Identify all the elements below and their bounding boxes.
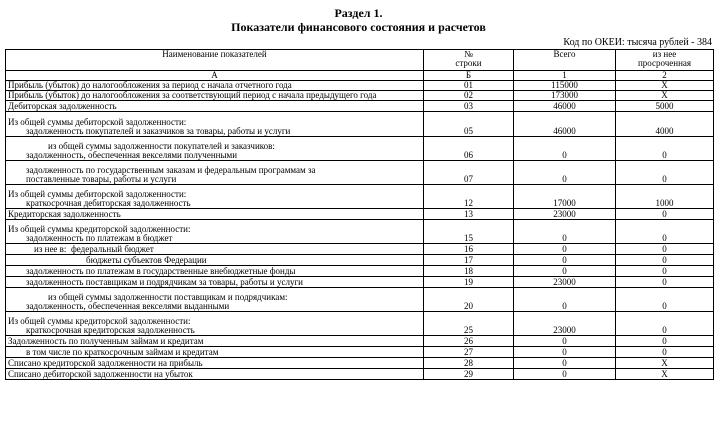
- row-name: [6, 266, 424, 277]
- row-name: [6, 277, 424, 288]
- row-prefix: из нее в:: [34, 244, 67, 254]
- row-number: 12: [424, 185, 514, 209]
- row-name-line1: Из общей суммы дебиторской задолженности:: [8, 117, 187, 127]
- row-number: 25: [424, 312, 514, 336]
- table-row: [6, 185, 714, 209]
- row-number: 13: [424, 209, 514, 220]
- row-total: 17000: [514, 185, 616, 209]
- okei-note: Код по ОКЕИ: тысяча рублей - 384: [563, 37, 712, 48]
- row-total: 46000: [514, 101, 616, 112]
- row-name-label: бюджеты субъектов Федерации: [86, 255, 207, 265]
- row-number: 07: [424, 161, 514, 185]
- row-name-line2: краткосрочная дебиторская задолженность: [26, 198, 191, 208]
- row-name-line2: задолженность покупателей и заказчиков за товары, работы и услуги: [26, 126, 291, 136]
- row-overdue: 4000: [616, 112, 714, 137]
- row-overdue: 0: [616, 244, 714, 255]
- row-total: 23000: [514, 312, 616, 336]
- row-overdue: 1000: [616, 185, 714, 209]
- row-total: 23000: [514, 277, 616, 288]
- row-name: Списано дебиторской задолженности на убыток: [6, 369, 424, 380]
- table-row: [6, 244, 714, 255]
- table-row: [6, 91, 714, 101]
- row-name: [6, 244, 424, 255]
- row-overdue: 0: [616, 312, 714, 336]
- row-name: Задолженность по полученным займам и кредитам: [6, 336, 424, 347]
- row-name: [6, 255, 424, 266]
- table-row: [6, 358, 714, 369]
- table-row: [6, 312, 714, 336]
- row-total: 0: [514, 255, 616, 266]
- table-row: [6, 277, 714, 288]
- row-total: 0: [514, 244, 616, 255]
- table-header-row: [6, 50, 714, 71]
- table-row: [6, 369, 714, 380]
- table-row: [6, 137, 714, 161]
- row-name: [6, 220, 424, 244]
- row-name: [6, 288, 424, 312]
- table-row: [6, 255, 714, 266]
- row-total: 0: [514, 137, 616, 161]
- row-number: 27: [424, 347, 514, 358]
- row-number: 19: [424, 277, 514, 288]
- row-total: 0: [514, 358, 616, 369]
- row-number: 16: [424, 244, 514, 255]
- row-name-line1: из общей суммы задолженности покупателей и заказчиков:: [48, 141, 275, 151]
- row-total: 0: [514, 220, 616, 244]
- row-name-label: федеральный бюджет: [70, 244, 154, 254]
- row-number: 28: [424, 358, 514, 369]
- header-overdue: [616, 50, 714, 71]
- row-number: 18: [424, 266, 514, 277]
- row-overdue: 0: [616, 336, 714, 347]
- row-overdue: X: [616, 81, 714, 91]
- row-name-label: задолженность поставщикам и подрядчикам за товары, работы и услуги: [26, 277, 303, 287]
- row-name-line2: поставленные товары, работы и услуги: [26, 174, 177, 184]
- row-name-line1: Из общей суммы дебиторской задолженности:: [8, 189, 187, 199]
- row-name: Списано кредиторской задолженности на прибыль: [6, 358, 424, 369]
- row-total: 115000: [514, 81, 616, 91]
- table-row: [6, 266, 714, 277]
- header-number: [424, 50, 514, 71]
- row-number: 20: [424, 288, 514, 312]
- row-total: 0: [514, 266, 616, 277]
- table-row: [6, 101, 714, 112]
- col-letter-1: 1: [514, 71, 616, 81]
- column-letters-row: [6, 71, 714, 81]
- row-total: 0: [514, 347, 616, 358]
- row-name-line2: задолженность, обеспеченная векселями полученными: [26, 150, 238, 160]
- row-overdue: 0: [616, 220, 714, 244]
- table-row: [6, 81, 714, 91]
- col-letter-a: А: [6, 71, 424, 81]
- table-row: [6, 336, 714, 347]
- row-number: 06: [424, 137, 514, 161]
- row-overdue: 5000: [616, 101, 714, 112]
- row-name: [6, 161, 424, 185]
- col-letter-2: 2: [616, 71, 714, 81]
- row-name: [6, 312, 424, 336]
- row-number: 26: [424, 336, 514, 347]
- row-overdue: 0: [616, 277, 714, 288]
- page-title: Показатели финансового состояния и расчетов: [231, 20, 486, 34]
- row-name-label: в том числе по краткосрочным займам и кредитам: [26, 347, 219, 357]
- row-number: 17: [424, 255, 514, 266]
- row-total: 0: [514, 369, 616, 380]
- financial-indicators-table: [5, 49, 714, 380]
- row-name-text: [8, 245, 421, 254]
- row-overdue: 0: [616, 137, 714, 161]
- header-number-line2: строки: [455, 58, 482, 68]
- row-name-line1: из общей суммы задолженности поставщикам и подрядчикам:: [48, 292, 288, 302]
- row-name-line2: задолженность по платежам в бюджет: [26, 233, 173, 243]
- header-name: Наименование показателей: [6, 50, 424, 71]
- row-overdue: 0: [616, 266, 714, 277]
- row-overdue: 0: [616, 161, 714, 185]
- row-name-line1: Из общей суммы кредиторской задолженности:: [8, 224, 191, 234]
- header-number-line1: №: [464, 49, 473, 59]
- header-total: Всего: [514, 50, 616, 71]
- table-row: [6, 161, 714, 185]
- row-overdue: 0: [616, 347, 714, 358]
- table-row: [6, 288, 714, 312]
- header-overdue-line1: из нее: [652, 49, 677, 59]
- section-title: Раздел 1.: [334, 6, 383, 20]
- row-name: [6, 185, 424, 209]
- row-total: 0: [514, 336, 616, 347]
- row-total: 0: [514, 288, 616, 312]
- table-row: [6, 209, 714, 220]
- row-total: 46000: [514, 112, 616, 137]
- col-letter-b: Б: [424, 71, 514, 81]
- row-name: Прибыль (убыток) до налогообложения за период с начала отчетного года: [6, 81, 424, 91]
- table-row: [6, 112, 714, 137]
- row-overdue: X: [616, 358, 714, 369]
- table-row: [6, 347, 714, 358]
- row-overdue: X: [616, 91, 714, 101]
- row-name: Дебиторская задолженность: [6, 101, 424, 112]
- row-name: [6, 137, 424, 161]
- row-name: [6, 112, 424, 137]
- row-total: 0: [514, 161, 616, 185]
- row-number: 01: [424, 81, 514, 91]
- row-overdue: 0: [616, 288, 714, 312]
- row-overdue: X: [616, 369, 714, 380]
- row-name-line1: задолженность по государственным заказам и федеральным программам за: [26, 165, 316, 175]
- row-number: 05: [424, 112, 514, 137]
- row-name: [6, 347, 424, 358]
- table-row: [6, 220, 714, 244]
- row-name: Прибыль (убыток) до налогообложения за соответствующий период с начала предыдущего года: [6, 91, 424, 101]
- row-name-line1: Из общей суммы кредиторской задолженности:: [8, 316, 191, 326]
- row-name-line2: задолженность, обеспеченная векселями выданными: [26, 301, 230, 311]
- row-number: 29: [424, 369, 514, 380]
- row-overdue: 0: [616, 209, 714, 220]
- row-number: 02: [424, 91, 514, 101]
- row-overdue: 0: [616, 255, 714, 266]
- row-number: 03: [424, 101, 514, 112]
- row-number: 15: [424, 220, 514, 244]
- row-name-line2: краткосрочная кредиторская задолженность: [26, 325, 195, 335]
- row-total: 23000: [514, 209, 616, 220]
- row-total: 173000: [514, 91, 616, 101]
- row-name-label: задолженность по платежам в государственные внебюджетные фонды: [26, 266, 296, 276]
- header-overdue-line2: просроченная: [637, 58, 692, 68]
- row-name: Кредиторская задолженность: [6, 209, 424, 220]
